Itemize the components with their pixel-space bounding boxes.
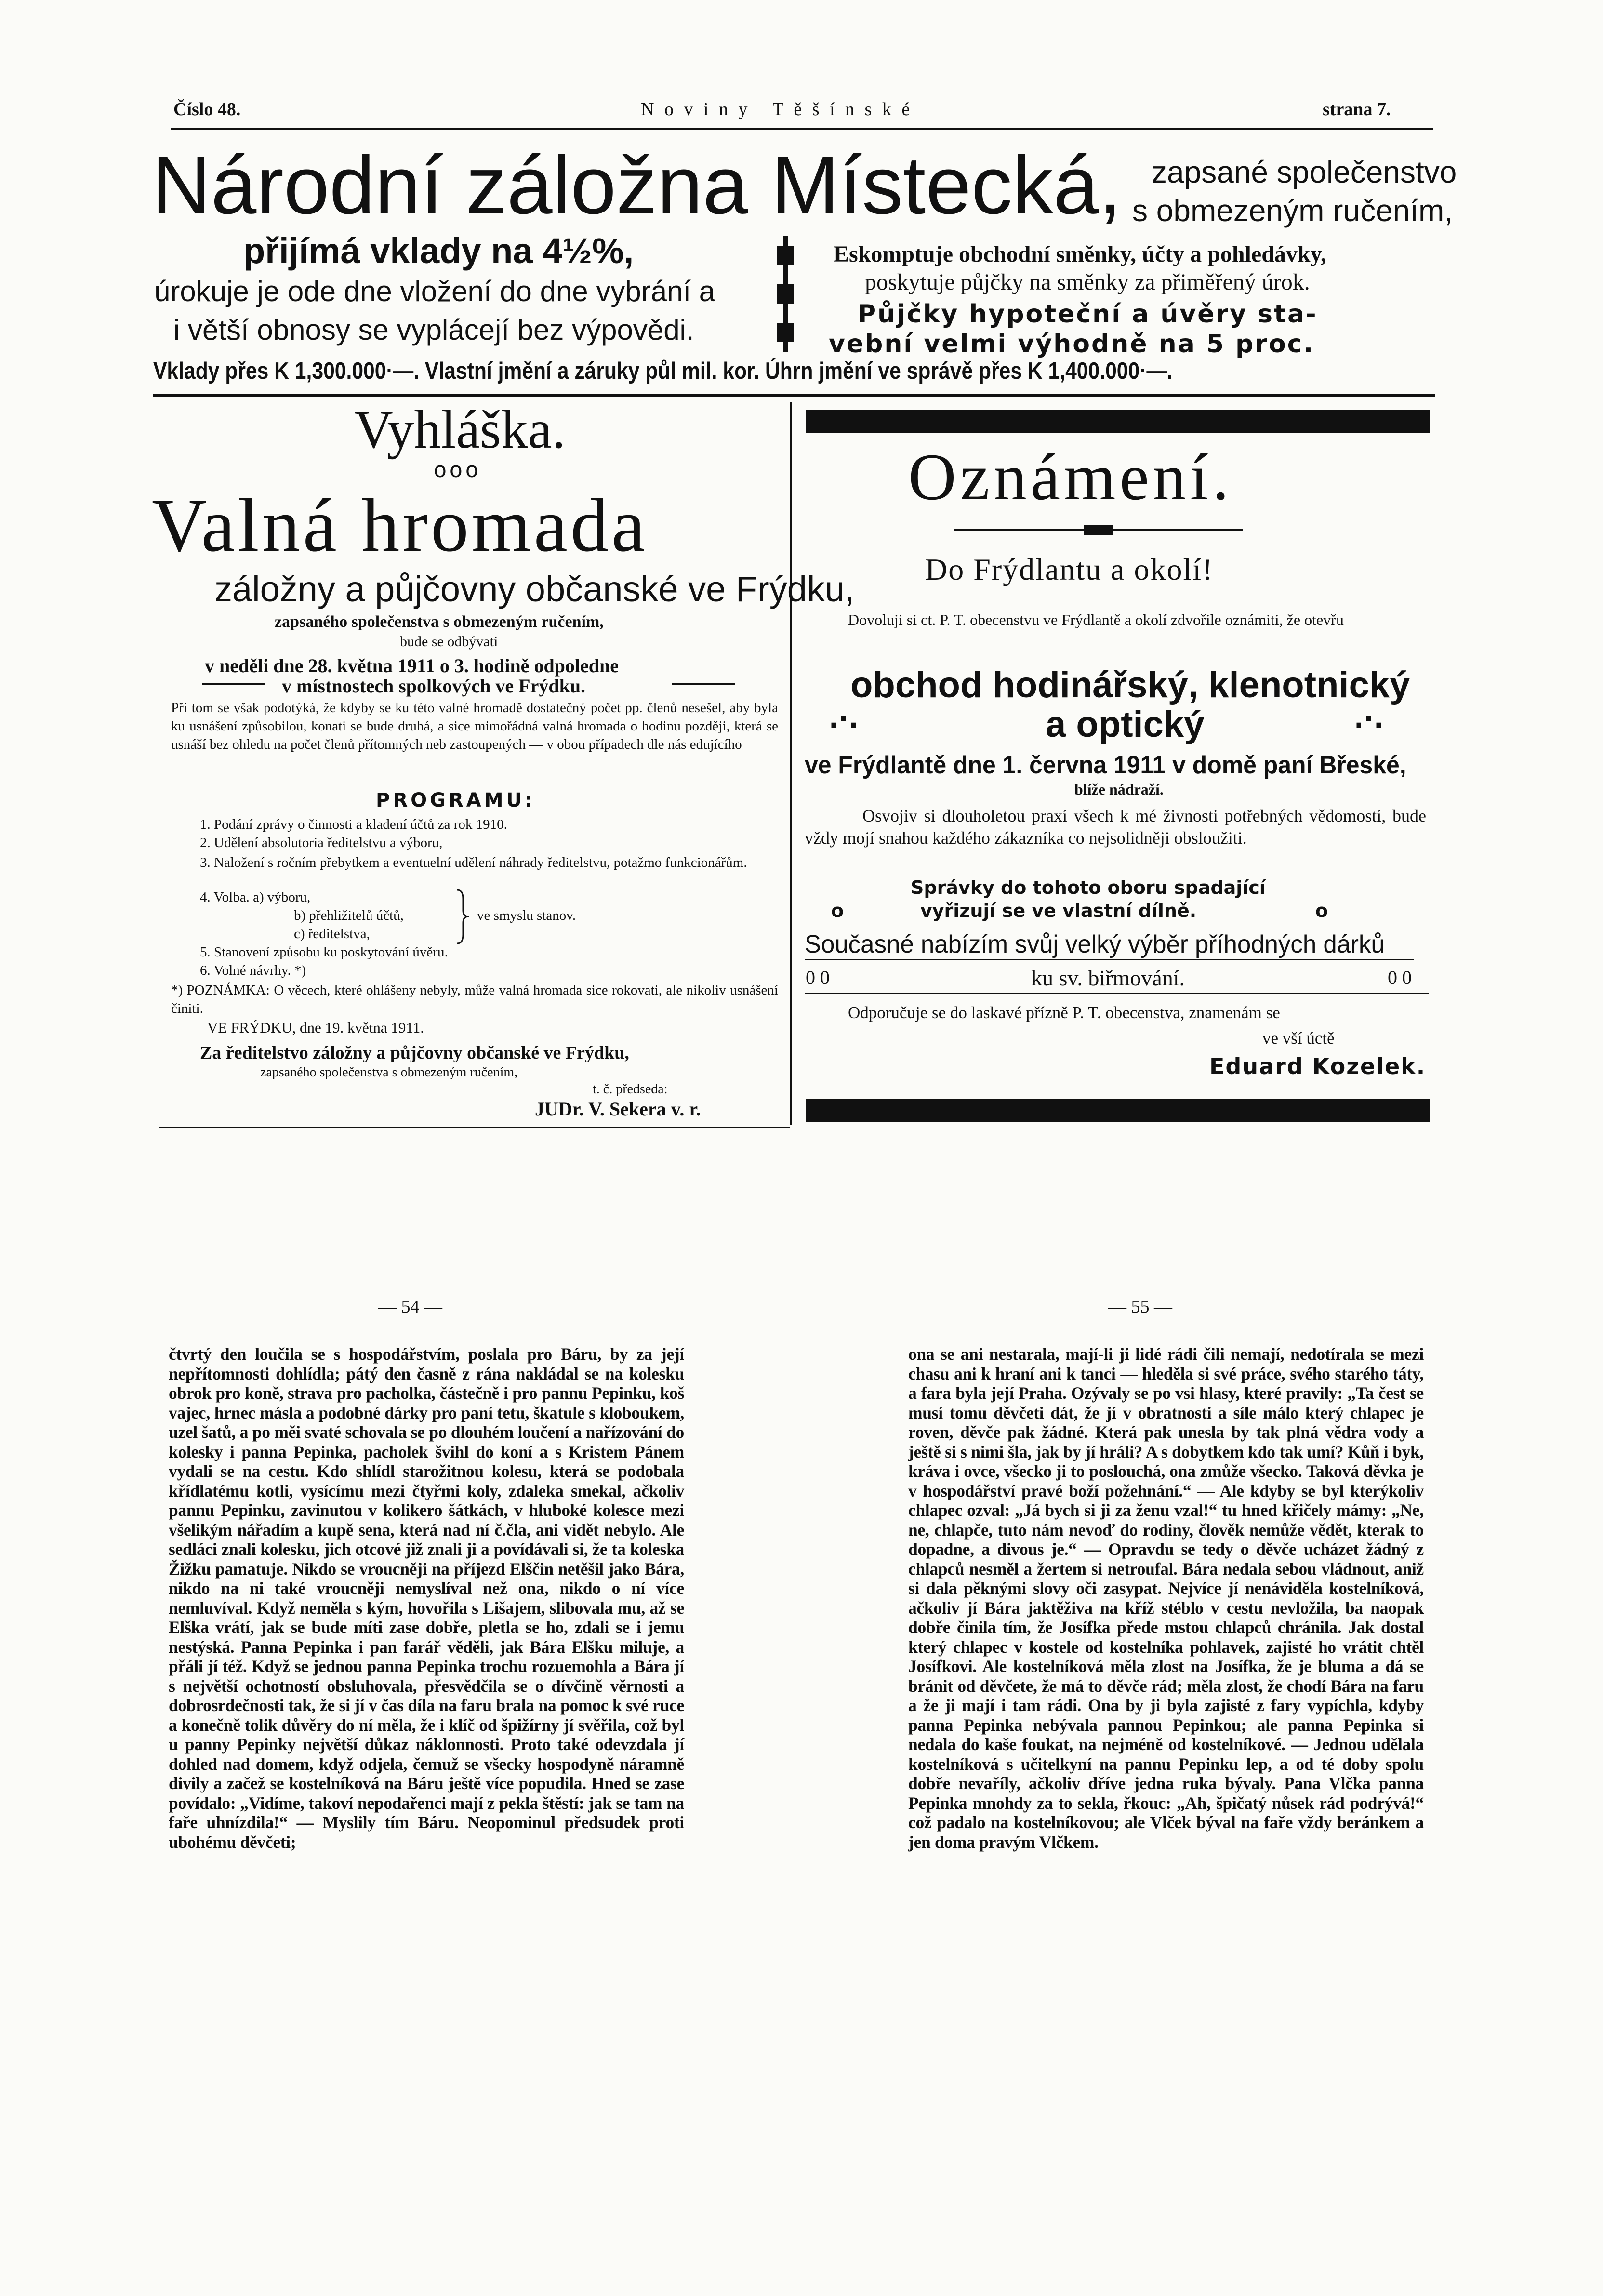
- bank-payout: i větší obnosy se vyplácejí bez výpovědi.: [173, 314, 694, 346]
- shop-line-1: obchod hodinářský, klenotnický: [850, 664, 1410, 705]
- bank-subtitle-2: s obmezeným ručením,: [1132, 193, 1453, 228]
- program-item-4: 4. Volba. a) výboru,: [200, 889, 311, 905]
- bottom-rule-left: [159, 1127, 790, 1128]
- program-item-5: 5. Stanovení způsobu ku poskytování úvěru.: [200, 944, 448, 960]
- notice-will: bude se odbývati: [400, 634, 498, 650]
- page-label: strana 7.: [1323, 99, 1391, 119]
- notice-title: Vyhláška.: [354, 400, 566, 460]
- wavy-rule-right: [684, 622, 776, 627]
- opening-date: ve Frýdlantě dne 1. června 1911 v domě paní Břeské,: [805, 751, 1406, 779]
- wavy-rule-right-2: [672, 683, 735, 689]
- left-page-number: — 54 —: [378, 1297, 442, 1317]
- opening-near: blíže nádraží.: [1074, 781, 1164, 798]
- program-item-2: 2. Udělení absolutoria ředitelstvu a výboru,: [200, 835, 443, 850]
- respect: ve vší úctě: [1262, 1029, 1335, 1048]
- shop-line-2: a optický: [1046, 704, 1205, 745]
- newspaper-name: N o v i n y T ě š í n s k é: [641, 99, 913, 119]
- left-page-text: čtvrtý den loučila se s hospodářstvím, poslala pro Báru, by za její nepřítomnosti dohlídla; pátý den časně z rána nakládal se na kolesku obrok pro koně, strava pro pacholka, částečně i pro pannu Pepinku, koš vajec, hrnec másla a podobné dárky pro paní tetu, škatule s kloboukem, uzel šatů, a po měi svaté schovala se po dlouhém loučení a nařízování do kolesky i panna Pepinka, pacholek švihl do koní a s Kristem Pánem vydali se na cestu. Kdo shlídl starožitnou kolesu, která se podobala křídlatému kotli, vysícímu mezi čtyřmi koly, zdaleka smekal, ačkoliv pannu Pepinku, zavinutou v kolikero šátkách, v hluboké kolesce mezi všelikým nářadím a kupě sena, která nad ní č.čla, ani vidět nebylo. Ale sedláci znali kolesku, jich otcové již znali ji a povídávali si, že ta koleska Žižku pamatuje. Nikdo se vroucněji na příjezd Elščin netěšil jako Bára, nikdo na ni také vroucněji nemyslíval než ona, nikdo o ní více nemluvíval. Když neměla s kým, hovořila s Lišajem, slibovala mu, až se Elška vrátí, jak se bude míti zase dobře, pletla se ho, zdali se i jemu nestýská. Panna Pepinka i pan farář věděli, jak Bára Elšku miluje, a přáli jí též. Když se jednou panna Pepinka trochu rozuemohla a Bára jí s největší ochotností obsluhovala, přesvědčila se o dívčině věrnosti a dobrosrdečnosti tak, že si jí v čas díla na faru brala na pomoc k své ruce a konečně tolik důvěry do ní měla, že i klíč od špižírny jí svěřila, což byl u panny Pepinky největší důkaz náklonnosti. Proto také odevzdala jí dohled nad domem, když odjela, čemuž se všecky hospodyně náramně divily a začež se kostelníková na Báru ještě více popudila. Hned se zase povídalo: „Vidíme, takoví nepodařenci mají z pekla štěstí: jak se tam na faře uhnízdila!“ — Myslily tím Báru. Neopominul předsudek proti ubohému děvčeti;: [169, 1344, 684, 1852]
- dot-left: .·.: [829, 703, 859, 734]
- dot-right: .·.: [1354, 703, 1384, 734]
- oo-right: 0 0: [1388, 967, 1412, 988]
- right-page-text: ona se ani nestarala, mají-li ji lidé rádi čili nemají, nedotírala se mezi chasu ani k hraní ani k tanci — hleděla si své práce, svého starého táty, a fara byla její Praha. Ozývaly se po vsi hlasy, které pravily: „Ta čest se musí tomu děvčeti dát, že jí v obratnosti a síle málo který chlapec je roven, děvče pak žádné. Která pak unesla by tak plná vědra vody a ještě si s nimi šla, jak by jí hráli? A s dobytkem kdo tak umí? Kůň i byk, kráva i ovce, všecko ji to poslouchá, ona zmůže všecko. Taková děvka je v hospodářství pravé boží požehnání.“ — Ale kdyby se byl kterýkoliv chlapec ozval: „Já bych si ji za ženu vzal!“ tu hned křičely mámy: „Ne, ne, chlapče, tuto nám nevoď do rodiny, člověk nemůže vědět, kterak to dopadne, a divous je.“ — Opravdu se tedy o děvče ucházet žádný z chlapců nesměl a žertem si netroufal. Bára nedala sebou vládnout, aniž si dala pěknými slovy oči zasypat. Nejvíce jí nenáviděla kostelníková, ačkoliv jí Bára jaktěživa na kříž stéblo v cestu nevložila, ba naopak dobře činila tím, že Josífka přede mstou chlapců chránila. Jak dostal který chlapec v kostele od kostelníka pohlavek, zajisté ho vrátit chtěl Josífkovi. Ale kostelníková měla zlost na Josífka, že je bluma a dá se bránit od děvčete, že má to děvče rád; měla zlost, že chodí Bára na faru a že ji mají i tam rádi. Ona by ji byla zajisté z fary vypíchla, kdyby panna Pepinka nebývala pannou Pepinkou; ale panna Pepinka si nedala do kaše foukat, na nejméně od kostelníkové. — Jednou udělala kostelníková s učitelkyní na pannu Pepinku lep, a od té doby spolu dobře nevaříly, ačkoliv dříve jedna ruka bývaly. Pana Vlčka panna Pepinka mnohdy za to sekla, řkouc: „Ah, špičatý nůsek rád podrývá!“ což padalo na kostelníkovou; ale Vlček býval na faře vždy beránkem a jen doma pravým Vlčkem.: [908, 1344, 1424, 1852]
- bank-interest: úrokuje je ode dne vložení do dne vybrání a: [154, 275, 715, 307]
- bank-discount: Eskomptuje obchodní směnky, účty a pohledávky,: [834, 241, 1326, 267]
- bank-subtitle-1: zapsané společenstvo: [1152, 155, 1457, 189]
- issue-number: Číslo 48.: [173, 99, 241, 119]
- notice-note: *) POZNÁMKA: O věcech, které ohlášeny nebyly, může valná hromada sice rokovati, ale nikoliv usnášení činiti.: [171, 982, 778, 1016]
- header-rule: [171, 128, 1433, 130]
- notice-place: v místnostech spolkových ve Frýdku.: [282, 675, 586, 697]
- announcement-sub: Do Frýdlantu a okolí!: [925, 552, 1214, 586]
- notice-signer: JUDr. V. Sekera v. r.: [535, 1098, 701, 1120]
- bank-bottom-rule: [153, 394, 1435, 397]
- announcement-intro: Dovoluji si ct. P. T. obecenstvu ve Frýdlantě a okolí zdvořile oznámiti, že otevřu: [848, 611, 1344, 628]
- gift-offer: Současné nabízím svůj velký výběr příhodných dárků: [805, 930, 1414, 960]
- signer-name: Eduard Kozelek.: [1209, 1053, 1426, 1079]
- repairs-line-1: Správky do tohoto oboru spadající: [911, 877, 1266, 898]
- announcement-title: Oznámení.: [908, 440, 1233, 514]
- bank-mortgage-1: Půjčky hypoteční a úvěry sta-: [858, 300, 1318, 329]
- recommend: Odporučuje se do laskavé přízně P. T. obecenstva, znamenám se: [848, 1003, 1280, 1022]
- notice-sign-3: t. č. předseda:: [593, 1082, 668, 1097]
- occasion-rule: [805, 993, 1429, 994]
- bank-footer: Vklady přes K 1,300.000·—. Vlastní jmění a záruky půl mil. kor. Úhrn jmění ve správě přes K 1,400.000·—.: [153, 358, 1173, 384]
- program-item-3: 3. Naložení s ročním přebytkem a eventuelní udělení náhrady ředitelstvu, potažmo funkcionářům.: [200, 855, 747, 870]
- notice-date: v neděli dne 28. května 1911 o 3. hodině odpoledne: [205, 655, 619, 677]
- bank-loans: poskytuje půjčky na směnky za přiměřený úrok.: [865, 269, 1310, 295]
- repairs-line-2: vyřizují se ve vlastní dílně.: [920, 900, 1197, 921]
- program-item-4b: b) přehližitelů účtů,: [294, 908, 404, 923]
- program-item-6: 6. Volné návrhy. *): [200, 963, 306, 978]
- gift-occasion: ku sv. biřmování.: [1031, 966, 1185, 990]
- bottom-bar: [806, 1099, 1430, 1122]
- brace-note: ve smyslu stanov.: [477, 908, 576, 923]
- notice-ornament: ooo: [434, 458, 481, 482]
- bank-deposits: přijímá vklady na 4½%,: [243, 231, 634, 271]
- notice-heading: Valná hromada: [152, 483, 649, 568]
- bank-mortgage-2: vební velmi výhodně na 5 proc.: [829, 330, 1315, 358]
- program-title: PROGRAMU:: [376, 789, 535, 811]
- divider-ornament-icon: [954, 523, 1243, 537]
- top-bar: [806, 410, 1430, 433]
- notice-paragraph: Při tom se však podotýká, že kdyby se ku této valné hromadě dostatečný počet pp. členů nesešel, aby byla ku usnášení způsobilou, konati se bude druhá, a sice mimořádná valná hromada o hodinu později, která se usnáší bez ohledu na počet členů přítomných neb zastoupených — v obou případech dle nás edujícího: [171, 700, 778, 752]
- notice-sign-1: Za ředitelstvo záložny a půjčovny občanské ve Frýdku,: [200, 1043, 629, 1063]
- oo-left: 0 0: [806, 967, 830, 988]
- wavy-rule-left: [173, 622, 265, 627]
- repairs-o-left: o: [831, 900, 844, 921]
- notice-subheading: záložny a půjčovny občanské ve Frýdku,: [214, 569, 855, 609]
- notice-registration: zapsaného společenstva s obmezeným ručením,: [275, 613, 604, 631]
- column-divider: [790, 402, 792, 1125]
- repairs-o-right: o: [1315, 900, 1328, 921]
- right-page-number: — 55 —: [1108, 1297, 1172, 1317]
- notice-dateline: VE FRÝDKU, dne 19. května 1911.: [207, 1019, 424, 1036]
- program-item-4c: c) ředitelstva,: [294, 926, 370, 942]
- bank-title: Národní záložna Místecká,: [152, 140, 1122, 231]
- ornament-divider-icon: [773, 236, 797, 352]
- program-item-1: 1. Podání zprávy o činnosti a kladení účtů za rok 1910.: [200, 817, 507, 832]
- wavy-rule-left-2: [202, 683, 265, 689]
- announcement-paragraph: Osvojiv si dlouholetou praxí všech k mé živnosti potřebných vědomostí, bude vždy mojí snahou každého zákazníka co nejsolidněji obsloužiti.: [805, 806, 1426, 848]
- notice-sign-2: zapsaného společenstva s obmezeným ručením,: [260, 1065, 518, 1080]
- brace-icon: [455, 889, 470, 944]
